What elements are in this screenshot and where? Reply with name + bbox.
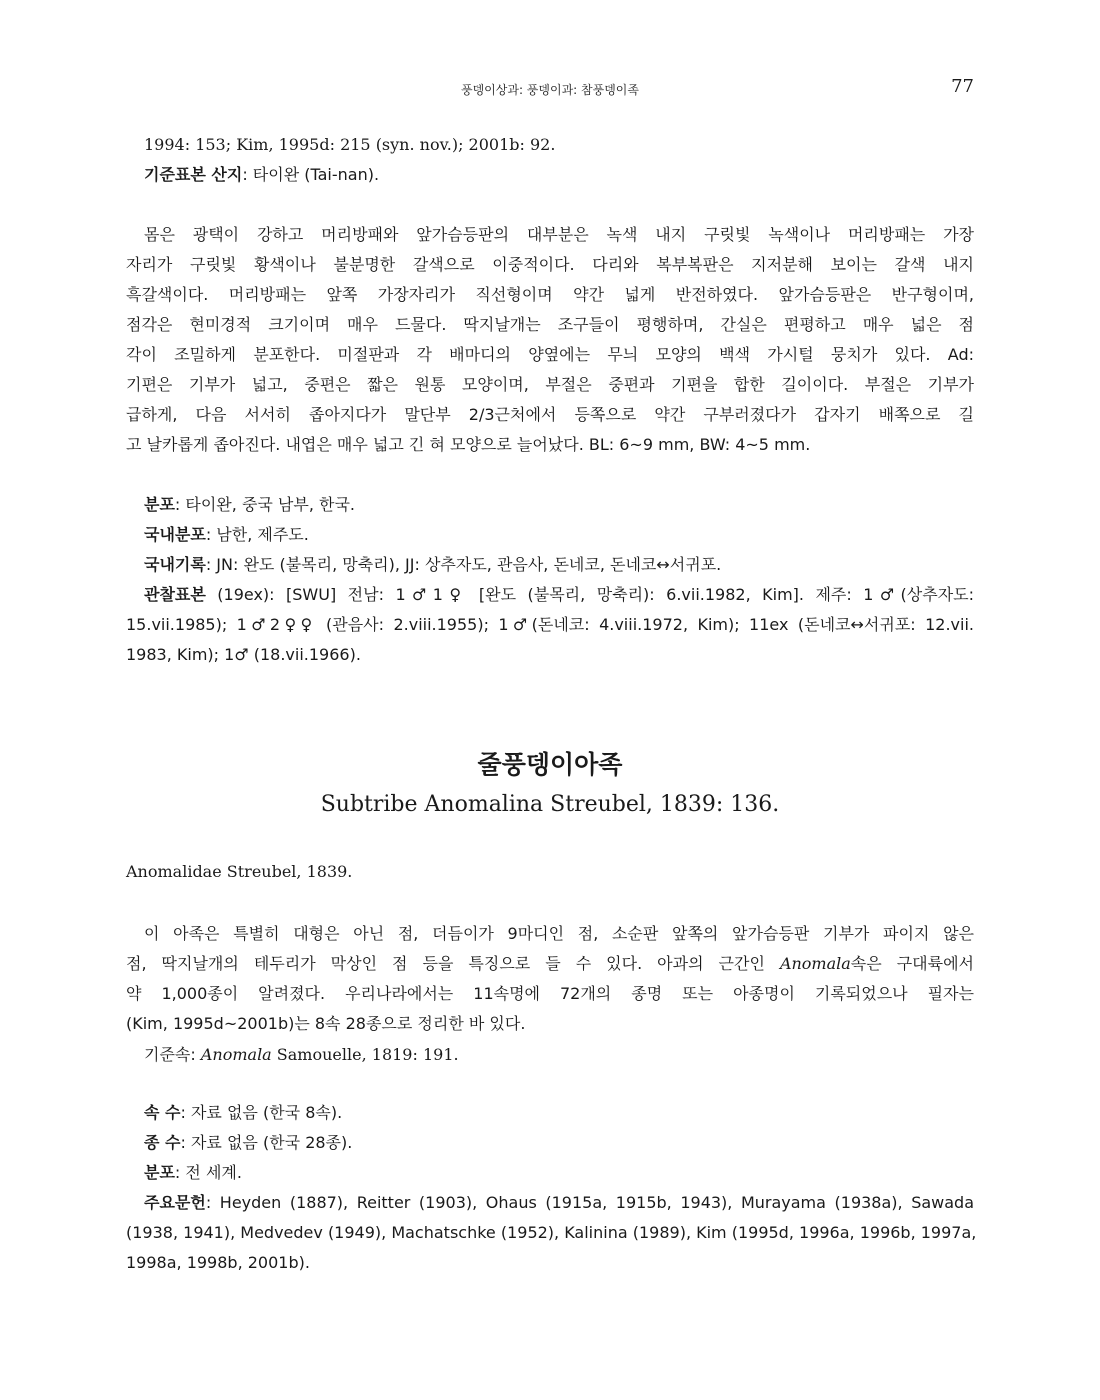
description-line: 기편은 기부가 넓고, 중편은 짧은 원통 모양이며, 부절은 중편과 기편을 합한 길이이다. 부절은 기부가 [126,375,974,394]
section-title-korean: 줄풍뎅이아족 [477,750,623,779]
citation-block [126,130,974,190]
subtribe-line: (Kim, 1995d~2001b)는 8속 28종으로 정리한 바 있다. [126,1014,526,1033]
description-paragraph [126,220,974,460]
distribution-line [126,490,974,520]
species-count-label: 종 수 [144,1133,181,1152]
description-line: 점각은 현미경적 크기이며 매우 드물다. 딱지날개는 조구들이 평행하며, 간실은 편평하고 매우 넓은 점 [126,315,974,334]
document-page [126,0,977,1400]
type-locality-label: 기준표본 산지 [144,165,243,184]
specimens-text: (19ex): [SWU] 전남: 1♂1♀ [완도 (불목리, 망축리): 6.vii.1982, Kim]. 제주: 1♂(상추자도: [205,585,974,604]
description-line: 흑갈색이다. 머리방패는 앞쪽 가장자리가 직선형이며 약간 넓게 반전하였다. 앞가슴등판은 반구형이며, [126,285,974,304]
subtribe-line [126,949,974,979]
subtribe-line: 약 1,000종이 알려졌다. 우리나라에서는 11속명에 72개의 종명 또는 아종명이 기록되었으나 필자는 [126,984,974,1003]
references-line: 1998a, 1998b, 2001b). [126,1253,310,1272]
world-distribution-line [126,1158,974,1188]
domestic-records-value: : JN: 완도 (불목리, 망축리), JJ: 상추자도, 관음사, 돈네코, 돈네코↔서귀포. [205,555,722,574]
references-text: : Heyden (1887), Reitter (1903), Ohaus (1915a, 1915b, 1943), Murayama (1938a), Sawada [205,1193,974,1212]
specimens-label: 관찰표본 [144,585,206,604]
subtribe-line: 이 아족은 특별히 대형은 아닌 점, 더듬이가 9마디인 점, 소순판 앞쪽의 앞가슴등판 기부가 파이지 않은 [144,924,974,943]
specimens-line [126,580,974,610]
species-count-line [126,1128,974,1158]
type-genus-line [126,1040,974,1070]
description-line: 자리가 구릿빛 황색이나 불분명한 갈색으로 이중적이다. 다리와 복부복판은 지저분해 보이는 갈색 내지 [126,255,974,274]
domestic-records-line [126,550,974,580]
distribution-label: 분포 [144,495,175,514]
references-label: 주요문헌 [144,1193,206,1212]
synonym-block [126,857,974,887]
section-title-latin: Subtribe Anomalina Streubel, 1839: 136. [320,792,780,817]
world-distribution-value: : 전 세계. [174,1163,242,1182]
citation-line: 1994: 153; Kim, 1995d: 215 (syn. nov.); 2001b: 92. [144,135,556,154]
domestic-distribution-label: 국내분포 [144,525,206,544]
specimens-line: 1983, Kim); 1♂ (18.vii.1966). [126,645,361,664]
specimens-line: 15.vii.1985); 1♂2♀♀ (관음사: 2.viii.1955); 1♂(돈네코: 4.viii.1972, Kim); 11ex (돈네코↔서귀포: 12.vii. [126,615,974,634]
section-heading [126,745,974,823]
subtribe-paragraph [126,919,974,1039]
description-line: 각이 조밀하게 분포한다. 미절판과 각 배마디의 양옆에는 무늬 모양의 백색 가시털 뭉치가 있다. Ad: [126,345,974,364]
synonym-line: Anomalidae Streubel, 1839. [126,862,353,881]
type-genus-name: Anomala [200,1045,272,1064]
genera-count-line [126,1098,974,1128]
domestic-distribution-value: : 남한, 제주도. [205,525,309,544]
species-count-value: : 자료 없음 (한국 28종). [180,1133,353,1152]
type-locality-value: : 타이완 (Tai-nan). [242,165,380,184]
description-line: 급하게, 다음 서서히 좁아지다가 말단부 2/3근처에서 등쪽으로 약간 구부러졌다가 갑자기 배쪽으로 길 [126,405,974,424]
description-line: 고 날카롭게 좁아진다. 내엽은 매우 넓고 긴 혀 모양으로 늘어났다. BL: 6~9 mm, BW: 4~5 mm. [126,435,811,454]
references-line [126,1188,974,1218]
running-title: 풍뎅이상과: 풍뎅이과: 참풍뎅이족 [460,83,639,97]
stats-block [126,1098,977,1278]
genera-count-value: : 자료 없음 (한국 8속). [180,1103,343,1122]
references-line: (1938, 1941), Medvedev (1949), Machatschke (1952), Kalinina (1989), Kim (1995d, 1996a, 1996b, 1997a, [126,1223,977,1242]
domestic-records-label: 국내기록 [144,555,206,574]
world-distribution-label: 분포 [144,1163,175,1182]
subtribe-text-segment: 속은 구대륙에서 [850,954,974,973]
type-genus-prefix: 기준속: [144,1045,201,1064]
distribution-value: : 타이완, 중국 남부, 한국. [174,495,356,514]
genus-name: Anomala [779,954,851,973]
description-line: 몸은 광택이 강하고 머리방패와 앞가슴등판의 대부분은 녹색 내지 구릿빛 녹색이나 머리방패는 가장 [144,225,974,244]
type-locality-line [126,160,974,190]
distribution-block [126,490,974,670]
page-number: 77 [951,76,974,97]
domestic-distribution-line [126,520,974,550]
type-genus-suffix: Samouelle, 1819: 191. [271,1045,459,1064]
type-genus-block [126,1040,974,1070]
running-header [126,76,974,100]
genera-count-label: 속 수 [144,1103,181,1122]
subtribe-text-segment: 점, 딱지날개의 테두리가 막상인 점 등을 특징으로 들 수 있다. 아과의 근간인 [126,954,780,973]
